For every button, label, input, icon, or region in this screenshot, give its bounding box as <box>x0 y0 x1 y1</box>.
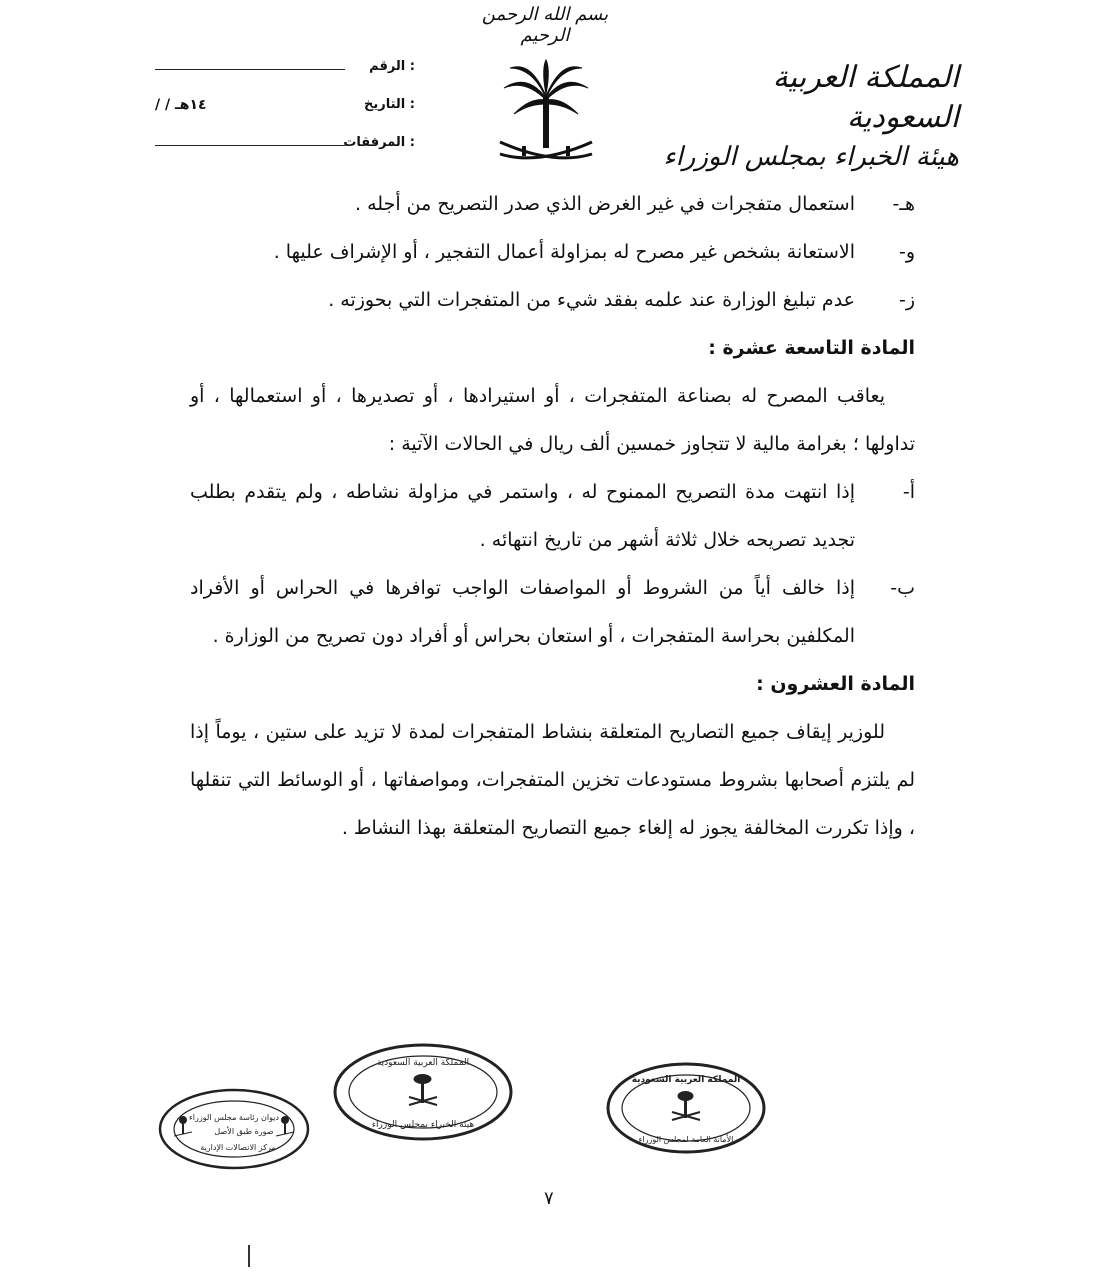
item-marker: هـ- <box>892 193 915 215</box>
item-text: استعمال متفجرات في غير الغرض الذي صدر التصريح من أجله . <box>355 193 855 215</box>
page-number: ٧ <box>544 1188 554 1209</box>
item-marker: ب- <box>890 577 915 599</box>
item-marker: أ- <box>902 481 915 503</box>
attachments-label: المرفقات : <box>343 135 415 150</box>
item-text: عدم تبليغ الوزارة عند علمه بفقد شيء من المتفجرات التي بحوزته . <box>328 289 855 311</box>
list-item <box>190 468 915 564</box>
svg-text:الأمانة العامة لمجلس الوزراء: الأمانة العامة لمجلس الوزراء <box>638 1135 734 1144</box>
svg-text:صورة طبق الأصل: صورة طبق الأصل <box>214 1127 274 1136</box>
item-marker: ز- <box>898 289 915 311</box>
ref-line <box>155 69 345 70</box>
palm-swords-emblem-icon <box>496 58 596 176</box>
svg-text:المملكة العربية السعودية: المملكة العربية السعودية <box>631 1075 741 1085</box>
ref-label: الرقم : <box>369 59 415 74</box>
scan-mark <box>248 1245 250 1267</box>
list-item <box>190 180 915 228</box>
svg-text:ديوان رئاسة مجلس الوزراء: ديوان رئاسة مجلس الوزراء <box>189 1113 279 1122</box>
item-text: إذا انتهت مدة التصريح الممنوح له ، واستمر في مزاولة نشاطه ، ولم يتقدم بطلب تجديد تصريحه خلال ثلاثة أشهر من تاريخ انتهائه . <box>190 481 855 551</box>
item-text: إذا خالف أياً من الشروط أو المواصفات الواجب توافرها في الحراس أو الأفراد المكلفين بحراسة المتفجرات ، أو استعان بحراس أو أفراد دون تصريح من الوزارة . <box>190 577 855 647</box>
item-marker: و- <box>898 241 915 263</box>
date-value: / / ١٤هـ <box>155 97 207 113</box>
svg-text:المملكة العربية السعودية: المملكة العربية السعودية <box>376 1058 470 1068</box>
article-20-text: للوزير إيقاف جميع التصاريح المتعلقة بنشاط المتفجرات لمدة لا تزيد على ستين ، يوماً إذا لم يلتزم أصحابها بشروط مستودعات تخزين المتفجرات، ومواصفاتها ، أو الوسائط التي تنقلها ، وإذا تكررت المخالفة يجوز له إلغاء جميع التصاريح المتعلقة بهذا النشاط . <box>190 721 915 839</box>
document-body <box>190 180 915 852</box>
article-19-heading: المادة التاسعة عشرة : <box>708 337 915 359</box>
svg-text:مركز الاتصالات الإدارية: مركز الاتصالات الإدارية <box>200 1143 276 1152</box>
left-official-stamp <box>158 1088 310 1170</box>
svg-text:هيئة الخبراء بمجلس الوزراء: هيئة الخبراء بمجلس الوزراء <box>371 1120 475 1130</box>
basmala: بسم الله الرحمن الرحيم <box>481 4 609 46</box>
list-item <box>190 564 915 660</box>
org-name-line2: هيئة الخبراء بمجلس الوزراء <box>663 142 959 172</box>
attachments-line <box>155 145 345 146</box>
document-meta <box>155 55 415 169</box>
list-item <box>190 276 915 324</box>
right-official-stamp <box>606 1062 766 1154</box>
article-19-intro: يعاقب المصرح له بصناعة المتفجرات ، أو استيرادها ، أو تصديرها ، أو استعمالها ، أو تداولها ؛ بغرامة مالية لا تتجاوز خمسين ألف ريال في الحالات الآتية : <box>190 385 915 455</box>
article-20-heading: المادة العشرون : <box>756 673 915 695</box>
item-text: الاستعانة بشخص غير مصرح له بمزاولة أعمال التفجير ، أو الإشراف عليها . <box>273 241 855 263</box>
middle-official-stamp <box>333 1043 513 1141</box>
date-label: التاريخ : <box>364 97 415 112</box>
organization-header <box>659 58 959 176</box>
list-item <box>190 228 915 276</box>
org-name-line1: المملكة العربية السعودية <box>772 60 959 135</box>
